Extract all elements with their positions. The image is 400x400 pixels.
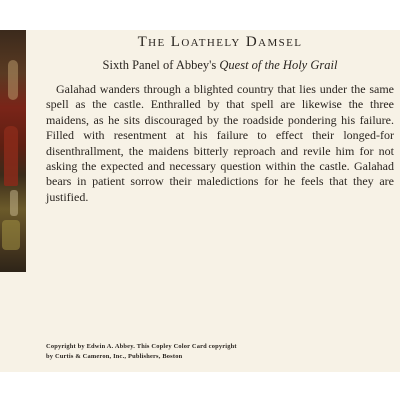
copyright-notice: [46, 342, 366, 362]
subtitle-work-title: Quest of the Holy Grail: [219, 58, 338, 72]
copyright-line: by Curtis & Cameron, Inc., Publishers, Boston: [46, 353, 183, 360]
card-description: Galahad wanders through a blighted country that lies under the same spell as the castle. Enthralled by that spell are likewise the three maidens, as he sits discouraged by the roadside pondering his failure. Filled with resentment at his failure to effect their longed-for disenthrallment, the maidens bitterly reproach and revile him for not asking the expected and necessary question within the castle. Galahad bears in patient sorrow their maledictions for he feels that they are justified.: [46, 82, 394, 204]
painting-figure: [10, 190, 18, 216]
card-subtitle: [40, 58, 400, 73]
copyright-line: Copyright by Edwin A. Abbey. This Copley Color Card copyright: [46, 343, 237, 350]
painting-figure: [8, 60, 18, 100]
painting-figure: [4, 126, 18, 186]
subtitle-prefix: Sixth Panel of Abbey's: [102, 58, 220, 72]
card-title: The Loathely Damsel: [137, 34, 303, 50]
painting-figure: [2, 220, 20, 250]
painting-thumbnail: [0, 30, 26, 272]
